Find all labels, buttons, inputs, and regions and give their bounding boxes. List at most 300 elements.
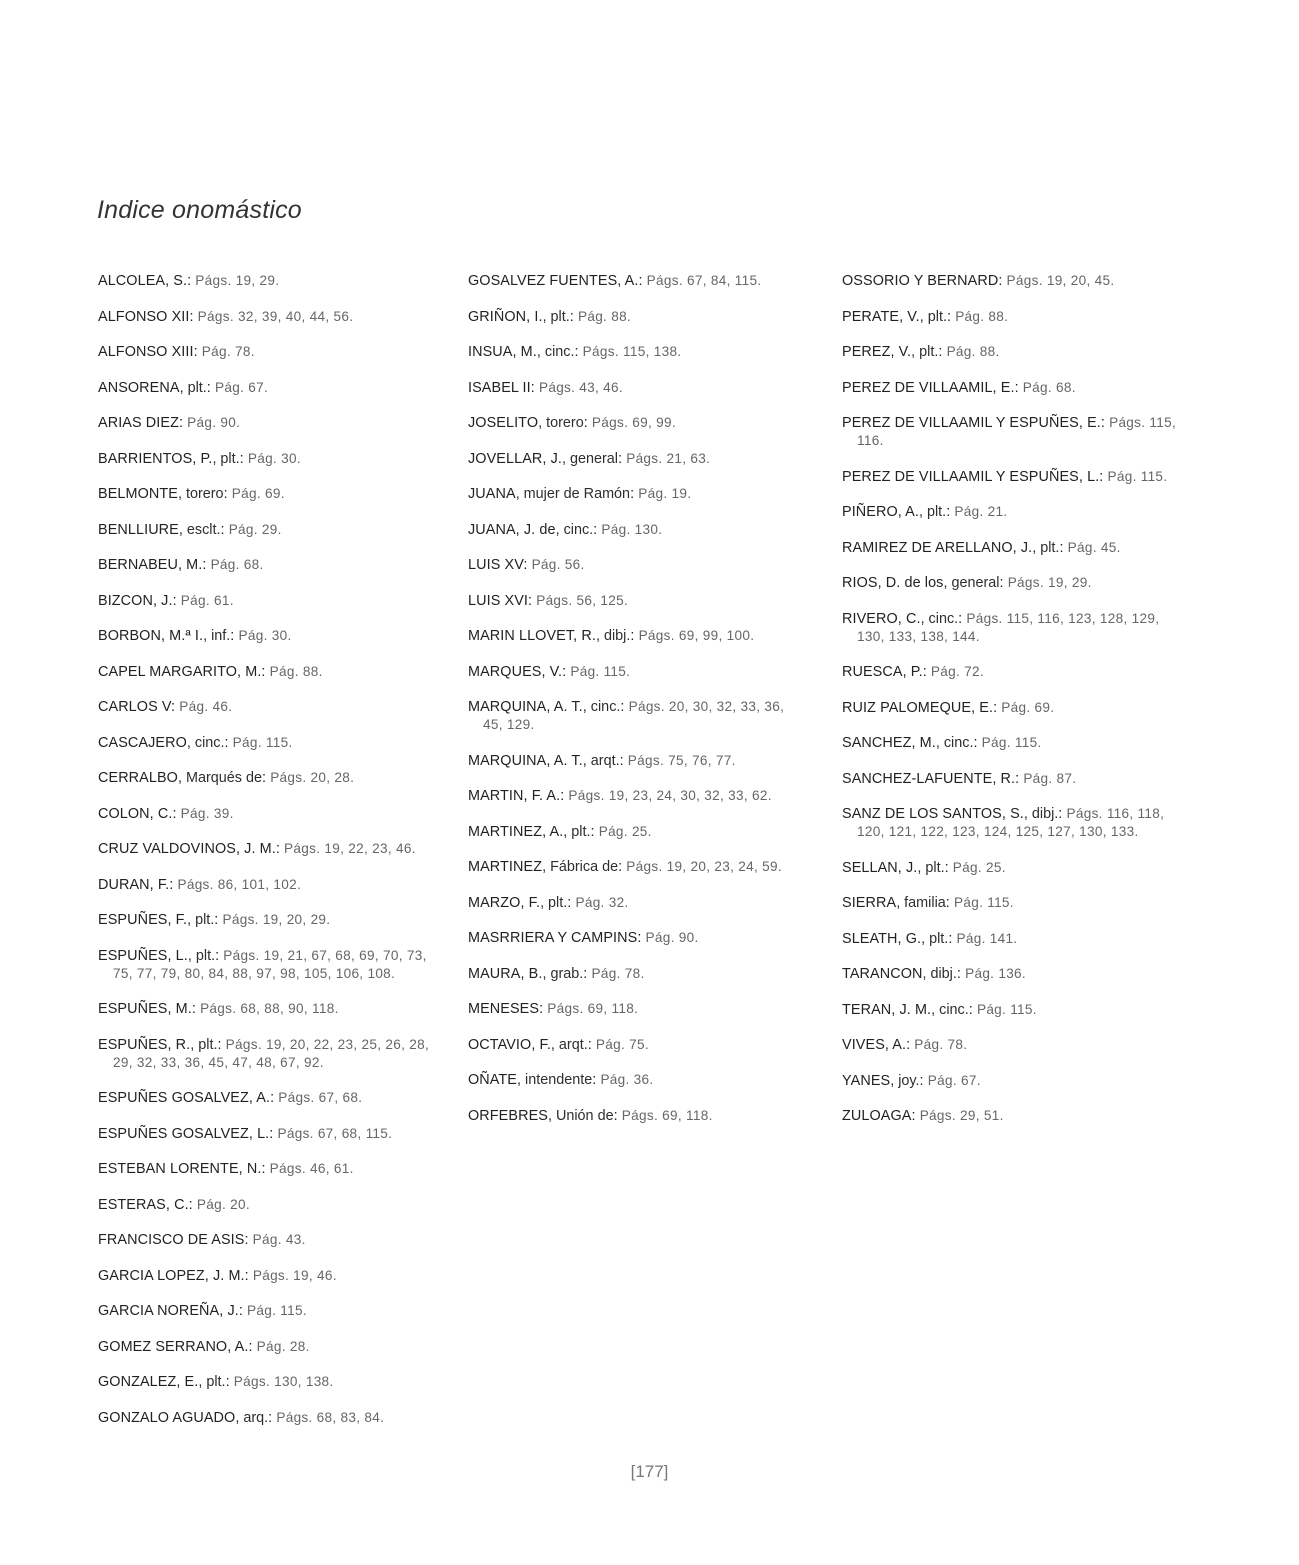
entry-qualifier: , plt. (563, 823, 591, 840)
entry-name: TARANCON (842, 966, 923, 982)
entry-pages: Pág. 67. (214, 379, 269, 395)
index-entry (468, 521, 803, 539)
entry-qualifier: , cinc. (555, 521, 594, 538)
entry-name: CARLOS V (98, 699, 172, 715)
entry-colon: : (630, 486, 639, 502)
index-entry (98, 1089, 438, 1107)
entry-colon: : (202, 557, 211, 573)
entry-colon: : (993, 699, 1002, 716)
entry-name: ALCOLEA, S. (98, 273, 188, 289)
index-entry (842, 894, 1177, 912)
entry-name: SIERRA (842, 895, 897, 911)
entry-pages: Págs. 19, 20, 45. (1006, 273, 1115, 288)
entry-pages: Págs. 29, 51. (919, 1108, 1004, 1123)
entry-pages: Pág. 115. (232, 734, 293, 750)
entry-colon: : (239, 450, 248, 467)
entry-pages: Pág. 141. (956, 930, 1018, 946)
entry-qualifier: , plt. (540, 894, 568, 911)
entry-pages: Pág. 29. (228, 521, 282, 537)
entry-qualifier: , cinc. (920, 610, 959, 627)
index-entry (98, 1409, 438, 1427)
entry-name: MASRRIERA Y CAMPINS (468, 930, 638, 946)
entry-name: GONZALO AGUADO (98, 1409, 236, 1426)
entry-pages: Págs. 19, 46. (252, 1267, 337, 1283)
index-entry (98, 698, 438, 716)
entry-name: ARIAS DIEZ (98, 415, 179, 431)
entry-name: ORFEBRES (468, 1107, 548, 1124)
entry-name: MARQUINA, A. T. (468, 699, 583, 715)
entry-colon: : (261, 1161, 270, 1177)
entry-name: GARCIA LOPEZ, J. M. (98, 1267, 245, 1284)
entry-name: SANCHEZ-LAFUENTE, R. (842, 770, 1016, 787)
index-entry (98, 947, 438, 983)
entry-qualifier: , esclt. (178, 521, 221, 538)
entry-colon: : (225, 1374, 234, 1390)
entry-pages: Pág. 90. (187, 415, 241, 430)
entry-pages: Pág. 61. (180, 592, 234, 608)
entry-pages: Pág. 115. (953, 895, 1014, 910)
entry-qualifier: , familia (896, 895, 946, 911)
entry-colon: : (193, 344, 202, 360)
entry-pages: Pág. 130. (601, 521, 663, 537)
entry-name: SANCHEZ, M. (842, 735, 936, 751)
index-entry (98, 1196, 438, 1214)
entry-name: CASCAJERO (98, 734, 187, 751)
entry-pages: Pág. 69. (1001, 699, 1055, 715)
index-entry (468, 1107, 803, 1125)
entry-colon: : (223, 486, 232, 502)
entry-colon: : (171, 699, 180, 715)
index-entry (98, 840, 438, 858)
entry-pages: Pág. 88. (955, 308, 1009, 324)
index-entry (842, 539, 1177, 557)
entry-name: GONZALEZ, E. (98, 1374, 199, 1390)
index-entry (468, 823, 803, 841)
entry-name: MARZO, F. (468, 894, 541, 911)
entry-name: PIÑERO, A. (842, 504, 919, 520)
entry-pages: Pág. 115. (570, 663, 631, 679)
entry-name: ISABEL II (468, 379, 531, 396)
entry-pages: Pág. 67. (927, 1072, 981, 1088)
entry-name: GOMEZ SERRANO, A. (98, 1338, 249, 1355)
index-entry (98, 1000, 438, 1018)
entry-pages: Pág. 68. (1022, 379, 1076, 395)
index-entry (98, 663, 438, 681)
entry-name: ALFONSO XII (98, 308, 190, 325)
entry-pages: Pág. 68. (210, 557, 264, 572)
entry-pages: Pág. 88. (577, 308, 632, 324)
entry-colon: : (945, 895, 954, 911)
entry-name: ESTERAS, C. (98, 1196, 189, 1213)
index-entry (98, 1373, 438, 1391)
index-entry (98, 876, 438, 894)
entry-qualifier: , joy. (890, 1072, 920, 1089)
entry-name: LUIS XV (468, 557, 524, 573)
entry-name: JOVELLAR, J. (468, 450, 562, 467)
index-entry (468, 556, 803, 574)
index-entry (842, 343, 1177, 361)
entry-colon: : (998, 273, 1007, 289)
entry-colon: : (618, 450, 627, 467)
entry-qualifier: , plt. (190, 1036, 218, 1053)
entry-pages: Pág. 75. (595, 1036, 649, 1052)
entry-pages: Págs. 19, 29. (195, 273, 280, 288)
entry-qualifier: , dibj. (1023, 806, 1059, 822)
index-entry (98, 556, 438, 574)
entry-name: RUESCA, P. (842, 664, 923, 680)
index-entry (468, 894, 803, 912)
entry-pages: Págs. 19, 20, 23, 24, 59. (626, 859, 782, 874)
index-entry (842, 965, 1177, 983)
entry-name: CRUZ VALDOVINOS, J. M. (98, 841, 276, 857)
entry-name: MARTINEZ, A. (468, 823, 564, 840)
entry-pages: Págs. 20, 28. (270, 770, 355, 785)
index-entry (842, 414, 1177, 450)
entry-pages: Pág. 115. (1107, 468, 1168, 484)
index-entry (98, 450, 438, 468)
entry-pages: Págs. 67, 68, 115. (277, 1125, 393, 1141)
entry-pages: Págs. 67, 84, 115. (646, 273, 762, 288)
entry-qualifier: , arq. (235, 1409, 269, 1426)
index-entry (842, 663, 1177, 681)
entry-qualifier: , plt. (917, 859, 945, 876)
index-entry (842, 734, 1177, 752)
entry-pages: Págs. 19, 21, 67, 68, 69, 70, 73, 75, 77, 79, 80, 84, 88, 97, 98, 105, 106, 108. (113, 947, 427, 981)
entry-pages: Pág. 87. (1023, 770, 1077, 786)
entry-colon: : (590, 823, 599, 840)
entry-pages: Págs. 19, 23, 24, 30, 32, 33, 62. (568, 788, 772, 803)
entry-name: BERNABEU, M. (98, 557, 203, 573)
entry-pages: Págs. 19, 29. (1007, 575, 1092, 590)
index-entry (842, 805, 1177, 841)
entry-name: YANES (842, 1072, 891, 1089)
entry-name: BIZCON, J. (98, 592, 173, 609)
entry-colon: : (528, 592, 537, 609)
entry-pages: Págs. 69, 99. (591, 415, 676, 430)
entry-colon: : (999, 575, 1008, 591)
index-entry (98, 769, 438, 787)
index-entry (98, 343, 438, 361)
entry-colon: : (592, 1072, 601, 1088)
entry-pages: Pág. 69. (231, 486, 285, 501)
entry-name: MARTINEZ (468, 859, 543, 875)
entry-pages: Págs. 19, 22, 23, 46. (284, 841, 416, 856)
entry-name: LUIS XVI (468, 592, 528, 609)
entry-qualifier: , cinc. (582, 699, 621, 715)
entry-colon: : (244, 1232, 253, 1248)
entry-colon: : (238, 1303, 248, 1319)
entry-colon: : (1100, 415, 1110, 431)
entry-name: ESPUÑES, L. (98, 947, 188, 964)
entry-name: MARIN LLOVET, R. (468, 628, 596, 644)
entry-name: ESPUÑES, M. (98, 1001, 192, 1017)
entry-qualifier: , dibj. (922, 966, 957, 982)
entry-pages: Pág. 21. (954, 504, 1008, 519)
entry-colon: : (948, 930, 957, 947)
index-entry (98, 1302, 438, 1320)
entry-qualifier: , plt. (179, 379, 207, 396)
entry-name: ESTEBAN LORENTE, N. (98, 1161, 262, 1177)
entry-colon: : (187, 273, 196, 289)
entry-name: BELMONTE (98, 486, 178, 502)
entry-colon: : (906, 1037, 915, 1053)
index-entry (468, 308, 803, 326)
index-entry (98, 1160, 438, 1178)
index-entry (842, 859, 1177, 877)
index-column-2 (468, 272, 803, 1142)
entry-qualifier: , arqt. (550, 1036, 588, 1053)
entry-qualifier: , grab. (542, 965, 584, 982)
entry-name: SANZ DE LOS SANTOS, S. (842, 806, 1024, 822)
index-entry (98, 1231, 438, 1249)
index-entry (468, 414, 803, 432)
index-entry (468, 343, 803, 361)
entry-colon: : (583, 415, 592, 431)
entry-colon: : (1099, 468, 1108, 485)
entry-name: ZULOAGA (842, 1108, 912, 1124)
entry-qualifier: , general (561, 450, 618, 467)
entry-colon: : (1015, 770, 1024, 787)
entry-name: SELLAN, J. (842, 859, 918, 876)
entry-qualifier: , mujer de Ramón (515, 486, 631, 502)
entry-colon: : (1058, 806, 1067, 822)
index-entry (842, 770, 1177, 788)
entry-name: JUANA (468, 486, 516, 502)
entry-colon: : (1014, 379, 1023, 396)
entry-colon: : (244, 1267, 253, 1284)
entry-name: MENESES (468, 1001, 540, 1017)
entry-name: INSUA, M. (468, 344, 537, 360)
entry-colon: : (172, 805, 181, 822)
entry-name: RAMIREZ DE ARELLANO, J. (842, 539, 1033, 556)
entry-colon: : (215, 947, 224, 964)
entry-pages: Pág. 45. (1067, 539, 1121, 555)
index-entry (842, 1001, 1177, 1019)
entry-pages: Págs. 20, 30, 32, 33, 36, 45, 129. (483, 699, 785, 732)
entry-pages: Pág. 25. (598, 823, 652, 839)
entry-name: OÑATE (468, 1072, 518, 1088)
entry-colon: : (172, 592, 181, 609)
entry-pages: Págs. 68, 83, 84. (276, 1409, 385, 1425)
entry-qualifier: , torero (177, 486, 224, 502)
index-entry (98, 414, 438, 432)
entry-name: FRANCISCO DE ASIS (98, 1232, 245, 1248)
entry-pages: Págs. 68, 88, 90, 118. (200, 1001, 339, 1016)
entry-name: MARQUES, V. (468, 663, 563, 680)
entry-colon: : (224, 734, 233, 751)
entry-colon: : (938, 344, 947, 360)
entry-name: ESPUÑES GOSALVEZ, A. (98, 1090, 271, 1106)
entry-name: PEREZ DE VILLAAMIL Y ESPUÑES, E. (842, 415, 1101, 431)
entry-colon: : (944, 859, 953, 876)
entry-colon: : (919, 1072, 928, 1089)
entry-colon: : (230, 628, 239, 644)
entry-qualifier: , dibj. (595, 628, 631, 644)
index-entry (468, 787, 803, 805)
entry-qualifier: , Unión de (547, 1107, 614, 1124)
entry-name: JOSELITO (468, 415, 539, 431)
index-entry (468, 752, 803, 770)
entry-qualifier: , Fábrica de (542, 859, 619, 875)
entry-name: PEREZ DE VILLAAMIL Y ESPUÑES, L. (842, 468, 1100, 485)
entry-pages: Pág. 88. (946, 344, 1000, 359)
index-entry (468, 627, 803, 645)
index-entry (98, 805, 438, 823)
index-entry (468, 663, 803, 681)
entry-pages: Págs. 130, 138. (233, 1374, 334, 1389)
entry-colon: : (275, 841, 285, 857)
index-column-1 (98, 272, 438, 1444)
entry-pages: Pág. 115. (247, 1303, 307, 1318)
entry-pages: Págs. 75, 76, 77. (627, 752, 736, 768)
entry-name: OSSORIO Y BERNARD (842, 273, 999, 289)
entry-colon: : (946, 308, 956, 325)
entry-qualifier: , plt. (918, 504, 947, 520)
entry-name: PEREZ DE VILLAAMIL, E. (842, 379, 1015, 396)
entry-pages: Pág. 78. (914, 1037, 968, 1052)
index-entry (98, 627, 438, 645)
entry-pages: Pág. 46. (179, 699, 233, 714)
entry-name: RIOS, D. de los (842, 575, 944, 591)
index-entry (98, 1338, 438, 1356)
entry-colon: : (638, 273, 647, 289)
entry-name: VIVES, A. (842, 1037, 907, 1053)
entry-pages: Pág. 78. (591, 965, 645, 981)
index-entry (842, 308, 1177, 326)
entry-name: ESPUÑES, R. (98, 1036, 191, 1053)
entry-name: ALFONSO XIII (98, 344, 194, 360)
entry-name: ANSORENA (98, 379, 180, 396)
index-entry (468, 272, 803, 290)
entry-colon: : (593, 521, 602, 538)
entry-colon: : (269, 1125, 278, 1142)
index-entry (468, 592, 803, 610)
entry-colon: : (189, 308, 198, 325)
entry-colon: : (1059, 539, 1068, 556)
entry-colon: : (214, 912, 223, 928)
entry-name: PEREZ, V. (842, 344, 912, 360)
entry-pages: Págs. 115, 116. (857, 415, 1177, 448)
entry-name: RIVERO, C. (842, 610, 921, 627)
entry-colon: : (569, 308, 578, 325)
index-entry (98, 485, 438, 503)
entry-pages: Págs. 19, 20, 29. (222, 912, 331, 927)
entry-pages: Págs. 69, 118. (621, 1107, 713, 1123)
entry-colon: : (169, 876, 178, 893)
entry-qualifier: , cinc. (186, 734, 225, 751)
entry-pages: Pág. 90. (645, 930, 699, 945)
entry-qualifier: , plt. (198, 1374, 226, 1390)
entry-colon: : (268, 1409, 277, 1426)
entry-pages: Pág. 32. (575, 894, 629, 910)
entry-name: SLEATH, G. (842, 930, 922, 947)
entry-name: BORBON, M.ª I. (98, 628, 204, 644)
entry-colon: : (973, 735, 982, 751)
entry-colon: : (613, 1107, 622, 1124)
entry-name: TERAN, J. M. (842, 1001, 932, 1018)
entry-name: RUIZ PALOMEQUE, E. (842, 699, 994, 716)
index-entry (468, 698, 803, 734)
entry-name: BENLLIURE (98, 521, 179, 538)
index-entry (98, 272, 438, 290)
entry-colon: : (922, 664, 931, 680)
index-entry (468, 485, 803, 503)
entry-pages: Pág. 30. (238, 628, 292, 643)
entry-pages: Págs. 43, 46. (538, 379, 623, 395)
entry-pages: Págs. 56, 125. (536, 592, 629, 608)
index-entry (98, 1267, 438, 1285)
index-entry (468, 1036, 803, 1054)
entry-name: MAURA, B. (468, 965, 543, 982)
entry-name: CERRALBO (98, 770, 178, 786)
entry-colon: : (618, 859, 627, 875)
entry-pages: Pág. 78. (201, 344, 255, 359)
entry-pages: Págs. 69, 118. (547, 1001, 639, 1016)
entry-name: ESPUÑES GOSALVEZ, L. (98, 1125, 270, 1142)
entry-colon: : (587, 1036, 596, 1053)
index-entry (468, 1000, 803, 1018)
entry-colon: : (539, 1001, 548, 1017)
entry-pages: Pág. 115. (976, 1001, 1037, 1017)
entry-qualifier: , plt. (919, 308, 947, 325)
entry-colon: : (188, 1196, 197, 1213)
entry-pages: Págs. 115, 138. (582, 344, 682, 359)
index-entry (842, 468, 1177, 486)
index-entry (842, 930, 1177, 948)
entry-name: BARRIENTOS, P. (98, 450, 213, 467)
index-entry (468, 379, 803, 397)
index-entry (842, 1036, 1177, 1054)
entry-qualifier: , intendente (517, 1072, 593, 1088)
entry-pages: Págs. 116, 118, 120, 121, 122, 123, 124, 125, 127, 130, 133. (857, 806, 1165, 839)
entry-name: OCTAVIO, F. (468, 1036, 551, 1053)
index-entry (98, 1125, 438, 1143)
entry-qualifier: , cinc. (931, 1001, 969, 1018)
entry-pages: Pág. 19. (638, 486, 692, 501)
entry-colon: : (583, 965, 592, 982)
index-entry (98, 379, 438, 397)
index-entry (842, 272, 1177, 290)
entry-colon: : (248, 1338, 257, 1355)
index-entry (468, 965, 803, 983)
entry-colon: : (620, 699, 629, 715)
index-entry (468, 929, 803, 947)
entry-qualifier: , plt. (921, 930, 949, 947)
entry-colon: : (261, 663, 270, 680)
entry-qualifier: , plt. (212, 450, 240, 467)
index-entry (842, 1107, 1177, 1125)
index-entry (98, 308, 438, 326)
entry-colon: : (217, 1036, 226, 1053)
entry-qualifier: , cinc. (536, 344, 575, 360)
entry-pages: Pág. 25. (952, 859, 1006, 875)
entry-pages: Pág. 43. (252, 1232, 306, 1247)
entry-colon: : (261, 770, 271, 786)
entry-colon: : (958, 610, 967, 627)
entry-qualifier: , torero (538, 415, 584, 431)
entry-colon: : (574, 344, 583, 360)
index-entry (842, 610, 1177, 646)
entry-name: ESPUÑES, F. (98, 912, 188, 928)
entry-qualifier: , plt. (542, 308, 570, 325)
entry-colon: : (567, 894, 576, 911)
entry-name: MARQUINA, A. T. (468, 752, 583, 769)
entry-pages: Pág. 20. (196, 1196, 250, 1212)
entry-pages: Pág. 72. (930, 664, 984, 679)
entry-colon: : (619, 752, 628, 769)
entry-colon: : (630, 628, 639, 644)
entry-colon: : (637, 930, 646, 946)
